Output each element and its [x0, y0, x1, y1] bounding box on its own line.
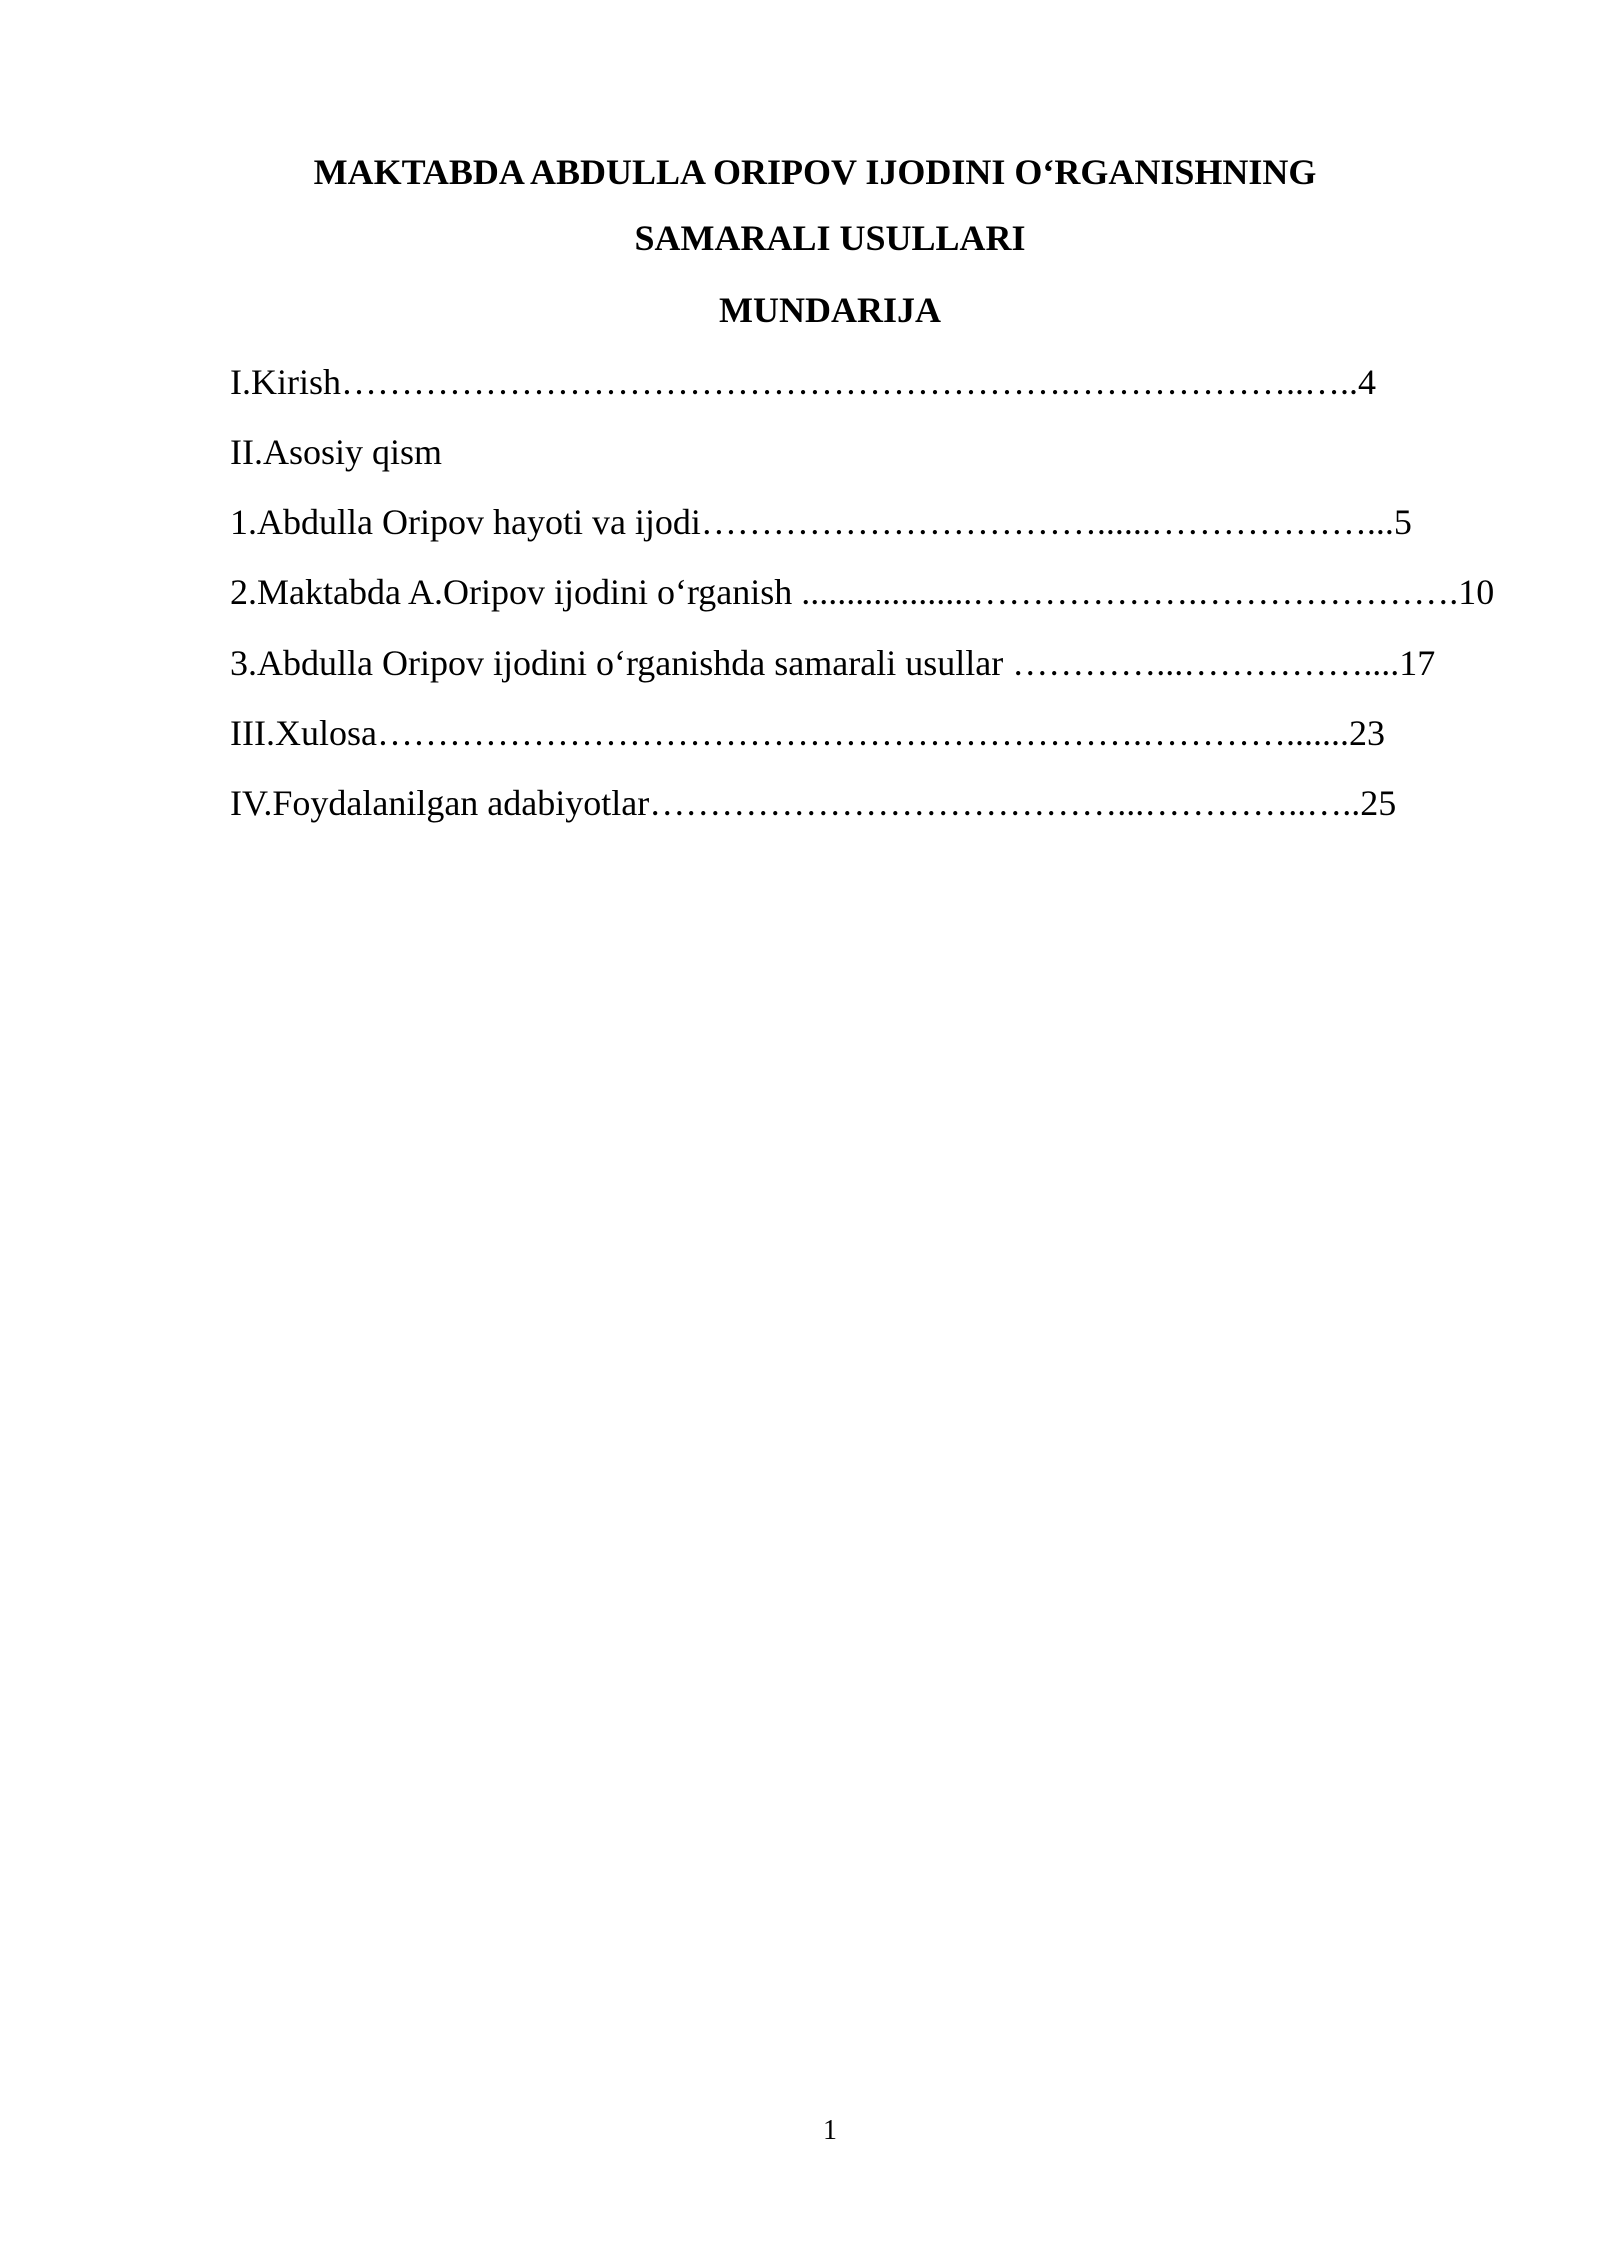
toc-entry-text: 3.Abdulla Oripov ijodini o‘rganishda samarali usullar …………...……………....17	[230, 643, 1436, 683]
toc-entry-text: II.Asosiy qism	[230, 432, 443, 472]
toc-entry-hayoti-va-ijodi	[230, 500, 1495, 544]
toc-entry-text: 2.Maktabda A.Oripov ijodini o‘rganish ...................……………….………………….10	[230, 572, 1495, 612]
page-number: 1	[823, 2115, 837, 2146]
toc-entry-samarali-usullar	[230, 641, 1495, 685]
document-title-line-1: MAKTABDA ABDULLA ORIPOV IJODINI O‘RGANISHNING	[313, 152, 1317, 192]
toc-entry-kirish	[230, 360, 1495, 404]
toc-entry-text: IV.Foydalanilgan adabiyotlar…………………………………...…………..…..25	[230, 783, 1397, 823]
toc-entry-adabiyotlar	[230, 781, 1495, 825]
toc-entry-maktabda-organish	[230, 570, 1495, 614]
toc-heading: MUNDARIJA	[719, 290, 941, 330]
toc-entry-xulosa	[230, 711, 1495, 755]
document-title-line-2: SAMARALI USULLARI	[634, 218, 1026, 258]
toc-entry-text: 1.Abdulla Oripov hayoti va ijodi……………………………......………………...5	[230, 502, 1412, 542]
toc-entry-asosiy-qism	[230, 430, 1495, 474]
toc-entry-text: I.Kirish…………………………………………………….………………..…..4	[230, 362, 1376, 402]
toc-entry-text: III.Xulosa……………………………………………………….………….......23	[230, 713, 1385, 753]
